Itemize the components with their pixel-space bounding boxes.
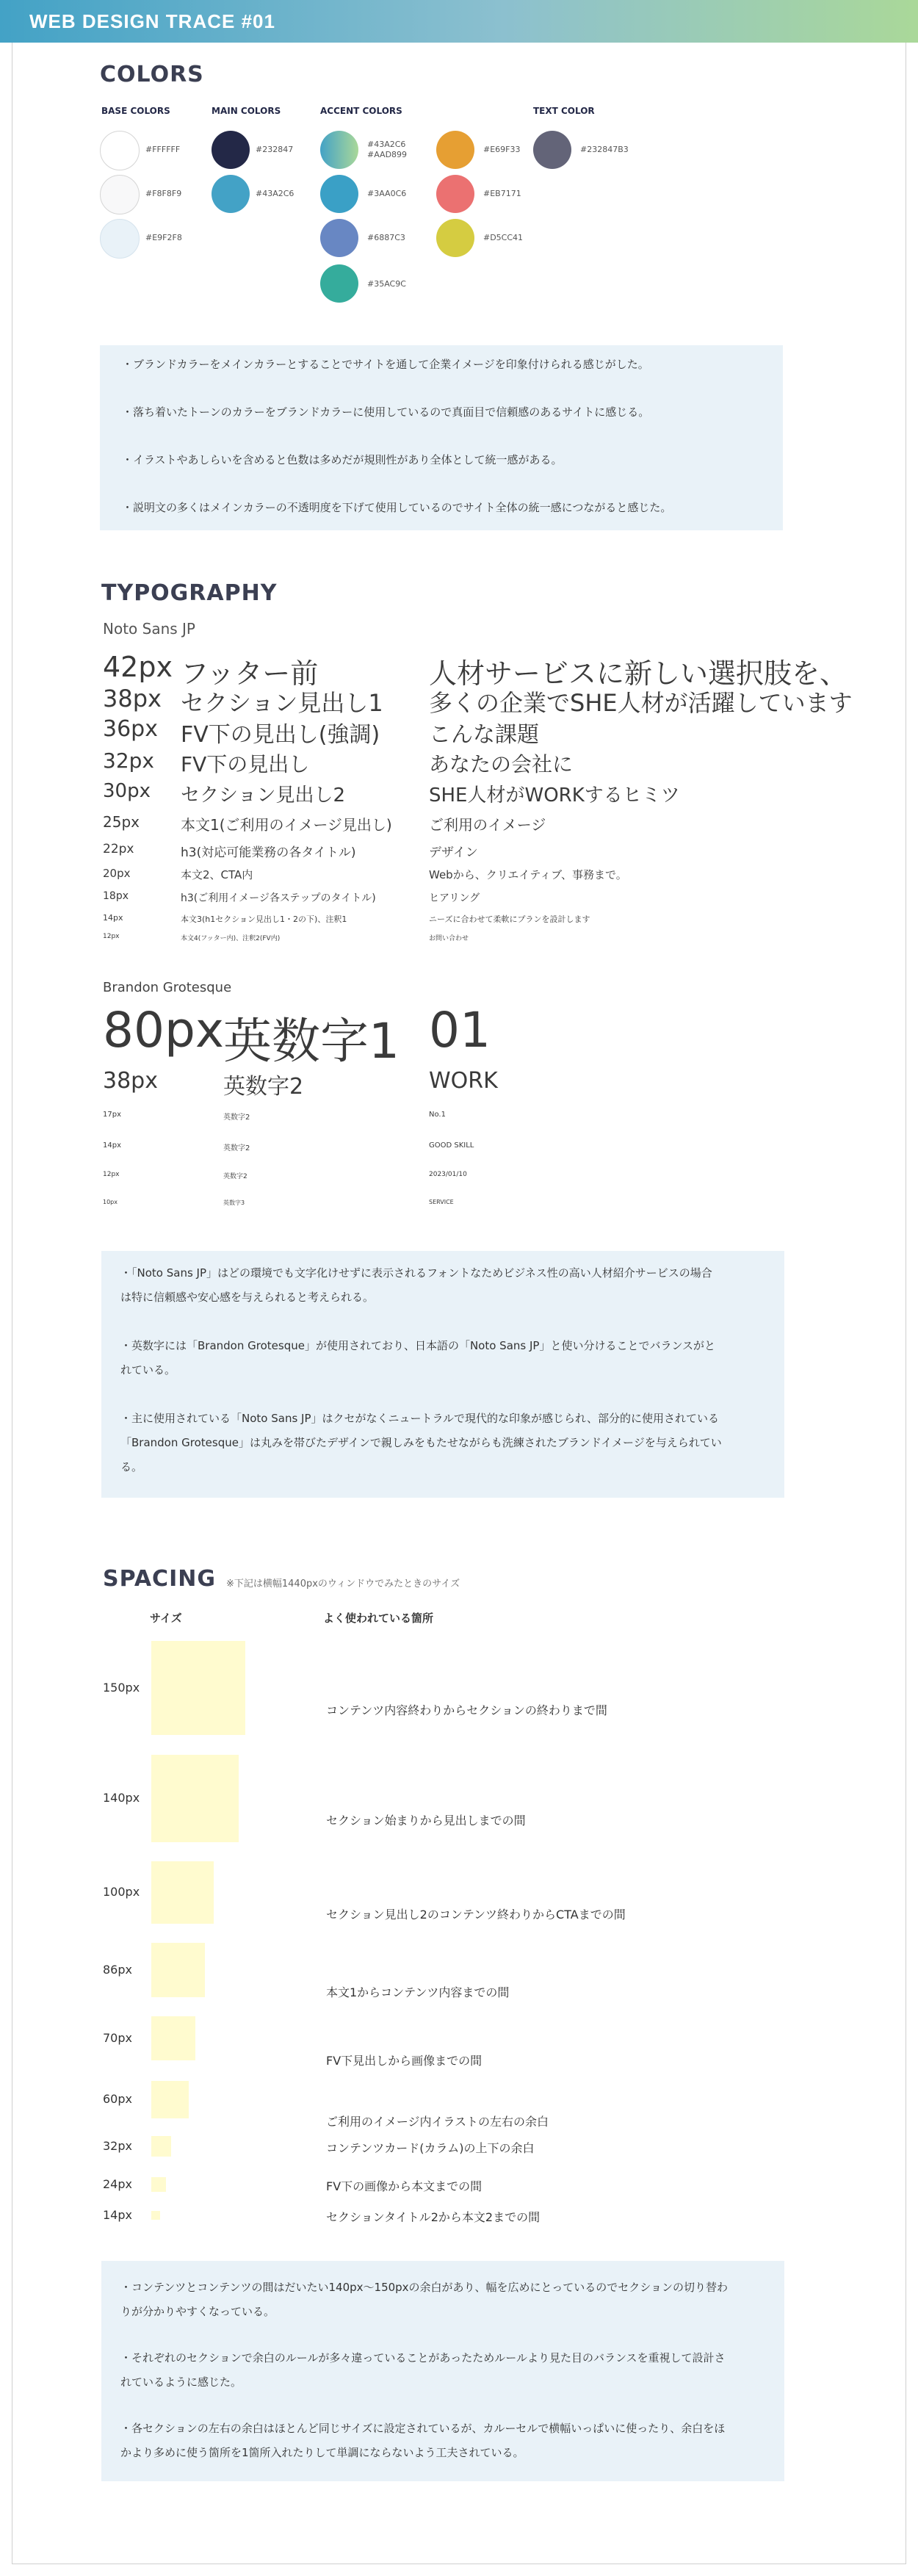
typography-note-4: れている。	[120, 1363, 176, 1377]
noto-size-label: 32px	[103, 748, 154, 773]
brandon-size-label: 12px	[103, 1171, 120, 1178]
accent-colors-label: ACCENT COLORS	[320, 106, 402, 116]
spacing-note: ※下記は横幅1440pxのウィンドウでみたときのサイズ	[226, 1579, 460, 1590]
swatch-accent-3	[320, 219, 358, 257]
noto-usage-label: 本文4(フッター内)、注釈2(FV内)	[181, 935, 281, 942]
hex-accent-7: #D5CC41	[483, 233, 524, 242]
swatch-base-1	[100, 131, 140, 170]
spacing-sample-box	[151, 2081, 189, 2118]
brandon-size-label: 80px	[103, 1002, 224, 1058]
noto-usage-label: 本文2、CTA内	[181, 868, 253, 881]
spacing-usage-label: ご利用のイメージ内イラストの左右の余白	[326, 2115, 549, 2129]
noto-size-label: 42px	[103, 651, 173, 683]
brandon-usage-label: 英数字2	[223, 1074, 304, 1100]
colors-note-4: ・説明文の多くはメインカラーの不透明度を下げて使用しているのでサイト全体の統一感につながると感じた。	[122, 501, 672, 514]
noto-sample-text: あなたの会社に	[429, 752, 574, 776]
spacing-note-3: ・それぞれのセクションで余白のルールが多々違っていることがあったためルールより見た目のバランスを重視して設計さ	[120, 2351, 726, 2364]
noto-usage-label: フッター前	[181, 657, 319, 690]
brandon-usage-label: 英数字1	[223, 1013, 400, 1069]
spacing-size-label: 100px	[103, 1885, 140, 1899]
text-color-label: TEXT COLOR	[533, 106, 595, 116]
noto-sample-text: ニーズに合わせて柔軟にプランを設計します	[429, 914, 590, 924]
swatch-main-1	[212, 131, 250, 169]
header-bar	[0, 0, 918, 43]
swatch-text-1	[533, 131, 571, 169]
noto-size-label: 30px	[103, 780, 151, 802]
noto-size-label: 25px	[103, 813, 140, 831]
spacing-sample-box	[151, 1755, 239, 1842]
typography-note-3: ・英数字には「Brandon Grotesque」が使用されており、日本語の「Noto Sans JP」と使い分けることでバランスがと	[120, 1339, 716, 1352]
noto-size-label: 36px	[103, 716, 158, 742]
spacing-usage-label: コンテンツカード(カラム)の上下の余白	[326, 2141, 535, 2155]
spacing-col-size: サイズ	[150, 1612, 182, 1625]
spacing-size-label: 140px	[103, 1791, 140, 1805]
spacing-notes	[101, 2261, 784, 2481]
noto-sample-text: ヒアリング	[429, 892, 480, 904]
spacing-size-label: 70px	[103, 2031, 132, 2045]
spacing-sample-box	[151, 2136, 171, 2156]
spacing-sample-box	[151, 2177, 166, 2192]
noto-size-label: 38px	[103, 685, 162, 712]
typography-note-5: ・主に使用されている「Noto Sans JP」はクセがなくニュートラルで現代的な印象が感じられ、部分的に使用されている	[120, 1412, 719, 1425]
spacing-usage-label: コンテンツ内容終わりからセクションの終わりまで間	[326, 1703, 607, 1717]
spacing-usage-label: セクションタイトル2から本文2までの間	[326, 2210, 541, 2224]
noto-font-label: Noto Sans JP	[103, 620, 195, 638]
spacing-col-usage: よく使われている箇所	[323, 1612, 434, 1625]
typography-note-1: ・「Noto Sans JP」はどの環境でも文字化けせずに表示されるフォントなためビジネス性の高い人材紹介サービスの場合	[120, 1266, 712, 1280]
noto-size-label: 22px	[103, 842, 134, 856]
brandon-sample-text: SERVICE	[429, 1199, 454, 1205]
swatch-accent-2	[320, 175, 358, 213]
noto-sample-text: こんな課題	[429, 722, 539, 748]
brandon-sample-text: 2023/01/10	[429, 1171, 467, 1178]
hex-accent-2: #3AA0C6	[367, 189, 407, 198]
spacing-size-label: 150px	[103, 1681, 140, 1695]
hex-accent-3: #6887C3	[367, 233, 405, 242]
brandon-sample-text: 01	[429, 1002, 491, 1058]
spacing-size-label: 60px	[103, 2092, 132, 2106]
swatch-accent-4	[320, 264, 358, 303]
noto-usage-label: セクション見出し2	[181, 784, 346, 807]
noto-usage-label: セクション見出し1	[181, 689, 383, 717]
brandon-font-label: Brandon Grotesque	[103, 980, 232, 995]
noto-size-label: 14px	[103, 913, 123, 923]
noto-size-label: 18px	[103, 890, 129, 902]
brandon-usage-label: 英数字2	[223, 1144, 250, 1152]
brandon-usage-label: 英数字3	[223, 1199, 245, 1206]
brandon-usage-label: 英数字2	[223, 1114, 250, 1122]
colors-title: COLORS	[100, 62, 204, 87]
main-colors-label: MAIN COLORS	[212, 106, 281, 116]
colors-note-2: ・落ち着いたトーンのカラーをブランドカラーに使用しているので真面目で信頼感のあるサイトに感じる。	[122, 405, 650, 419]
hex-accent-5: #E69F33	[483, 145, 521, 154]
noto-sample-text: 人材サービスに新しい選択肢を、	[429, 657, 848, 690]
brandon-size-label: 38px	[103, 1068, 158, 1094]
colors-notes	[100, 345, 783, 530]
spacing-size-label: 14px	[103, 2208, 132, 2222]
spacing-size-label: 86px	[103, 1963, 132, 1977]
typography-notes	[101, 1251, 784, 1498]
noto-sample-text: お問い合わせ	[429, 935, 469, 942]
spacing-title: SPACING	[103, 1566, 216, 1592]
brandon-size-label: 14px	[103, 1141, 121, 1150]
spacing-note-1: ・コンテンツとコンテンツの間はだいたい140px〜150pxの余白があり、幅を広めにとっているのでセクションの切り替わ	[120, 2281, 728, 2294]
noto-usage-label: FV下の見出し	[181, 752, 310, 776]
noto-sample-text: SHE人材がWORKするヒミツ	[429, 784, 680, 807]
spacing-note-5: ・各セクションの左右の余白はほとんど同じサイズに設定されているが、カルーセルで横幅いっぱいに使ったり、余白をほ	[120, 2422, 726, 2435]
noto-sample-text: デザイン	[429, 845, 478, 860]
spacing-usage-label: セクション見出し2のコンテンツ終わりからCTAまでの間	[326, 1908, 626, 1922]
hex-base-1: #FFFFFF	[145, 145, 181, 154]
spacing-usage-label: FV下の画像から本文までの間	[326, 2179, 483, 2193]
typography-note-6: 「Brandon Grotesque」は丸みを帯びたデザインで親しみをもたせながらも洗練されたブランドイメージを与えられてい	[120, 1436, 722, 1449]
spacing-usage-label: セクション始まりから見出しまでの間	[326, 1814, 526, 1828]
swatch-accent-5	[436, 131, 474, 169]
hex-main-2: #43A2C6	[256, 189, 294, 198]
hex-main-1: #232847	[256, 145, 294, 154]
noto-usage-label: h3(対応可能業務の各タイトル)	[181, 845, 356, 860]
noto-usage-label: 本文3(h1セクション見出し1・2の下)、注釈1	[181, 914, 347, 924]
colors-note-3: ・イラストやあしらいを含めると色数は多めだが規則性があり全体として統一感がある。	[122, 453, 563, 466]
brandon-sample-text: WORK	[429, 1068, 498, 1094]
noto-size-label: 20px	[103, 867, 131, 880]
spacing-sample-box	[151, 1861, 214, 1924]
hex-accent-4: #35AC9C	[367, 279, 406, 289]
spacing-size-label: 24px	[103, 2177, 132, 2191]
spacing-note-4: れているように感じた。	[120, 2375, 242, 2389]
swatch-base-2	[100, 175, 140, 214]
hex-text-1: #232847B3	[580, 145, 629, 154]
spacing-note-6: かより多めに使う箇所を1箇所入れたりして単調にならないよう工夫されている。	[120, 2446, 524, 2459]
spacing-sample-box	[151, 1943, 205, 1996]
spacing-sample-box	[151, 2016, 195, 2060]
base-colors-label: BASE COLORS	[101, 106, 170, 116]
noto-sample-text: 多くの企業でSHE人材が活躍しています	[429, 689, 853, 717]
spacing-sample-box	[151, 1641, 245, 1735]
noto-sample-text: ご利用のイメージ	[429, 816, 546, 834]
spacing-size-label: 32px	[103, 2139, 132, 2153]
hex-accent-gradient-1: #43A2C6	[367, 140, 406, 149]
brandon-size-label: 10px	[103, 1199, 118, 1205]
spacing-note-2: りが分かりやすくなっている。	[120, 2305, 275, 2318]
typography-note-2: は特に信頼感や安心感を与えられると考えられる。	[120, 1291, 375, 1304]
brandon-sample-text: No.1	[429, 1111, 446, 1119]
hex-base-2: #F8F8F9	[145, 189, 182, 198]
hex-accent-gradient-2: #AAD899	[367, 150, 408, 159]
swatch-base-3	[100, 219, 140, 259]
page-title: WEB DESIGN TRACE #01	[29, 10, 275, 32]
hex-base-3: #E9F2F8	[145, 233, 182, 242]
typography-title: TYPOGRAPHY	[101, 580, 278, 606]
spacing-usage-label: 本文1からコンテンツ内容までの間	[326, 1985, 510, 1999]
swatch-accent-6	[436, 175, 474, 213]
noto-usage-label: FV下の見出し(強調)	[181, 722, 380, 748]
noto-size-label: 12px	[103, 933, 120, 940]
spacing-sample-box	[151, 2211, 160, 2220]
brandon-size-label: 17px	[103, 1111, 121, 1119]
noto-sample-text: Webから、クリエイティブ、事務まで。	[429, 868, 627, 881]
brandon-usage-label: 英数字2	[223, 1173, 247, 1180]
colors-note-1: ・ブランドカラーをメインカラーとすることでサイトを通して企業イメージを印象付けられる感じがした。	[122, 358, 649, 371]
noto-usage-label: 本文1(ご利用のイメージ見出し)	[181, 816, 392, 834]
spacing-usage-label: FV下見出しから画像までの間	[326, 2054, 483, 2068]
swatch-accent-7	[436, 219, 474, 257]
noto-usage-label: h3(ご利用イメージ各ステップのタイトル)	[181, 892, 376, 904]
swatch-main-2	[212, 175, 250, 213]
typography-note-7: る。	[120, 1460, 143, 1473]
hex-accent-6: #EB7171	[483, 189, 521, 198]
brandon-sample-text: GOOD SKILL	[429, 1141, 474, 1150]
swatch-accent-gradient	[320, 131, 358, 169]
